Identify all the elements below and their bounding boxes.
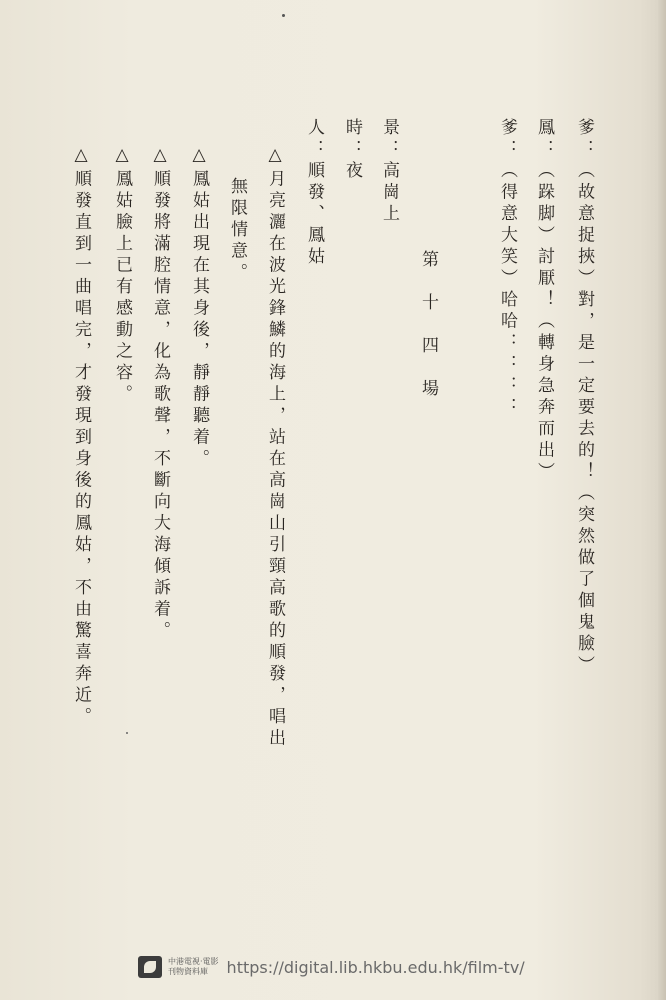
archive-logo-icon	[138, 956, 162, 978]
stage-direction-continued: 無限情意。	[227, 177, 247, 285]
scene-heading: 第 十 四 場	[418, 250, 438, 401]
scene-characters: 人：順發、鳳姑	[304, 118, 324, 269]
scene-time: 時：夜	[342, 118, 362, 183]
script-line: 爹：（故意捉挾）對，是一定要去的！（突然做了個鬼臉）	[574, 118, 594, 677]
stage-direction: △鳳姑出現在其身後，靜靜聽着。	[189, 145, 209, 471]
ink-speck	[126, 732, 128, 734]
script-line: 鳳：（跺脚）討厭！（轉身急奔而出）	[534, 118, 554, 484]
archive-url: https://digital.lib.hkbu.edu.hk/film-tv/	[226, 957, 525, 977]
archive-watermark	[138, 952, 525, 982]
page-mark	[282, 14, 285, 17]
stage-direction: △順發直到一曲唱完，才發現到身後的鳳姑，不由驚喜奔近。	[71, 145, 91, 729]
stage-direction: △順發將滿腔情意，化為歌聲，不斷向大海傾訴着。	[150, 145, 170, 643]
page-edge-shadow	[658, 0, 666, 1000]
script-line: 爹：（得意大笑）哈哈：：：：	[497, 118, 517, 419]
archive-name-line2: 刊物資料庫	[168, 967, 208, 976]
stage-direction: △月亮灑在波光鋒鱗的海上，站在高崗山引頸高歌的順發，唱出	[265, 145, 285, 750]
stage-direction: △鳳姑臉上已有感動之容。	[112, 145, 132, 406]
archive-name	[168, 957, 219, 977]
archive-name-line1: 中港電視·電影	[168, 957, 219, 966]
scene-location: 景：高崗上	[379, 118, 399, 226]
